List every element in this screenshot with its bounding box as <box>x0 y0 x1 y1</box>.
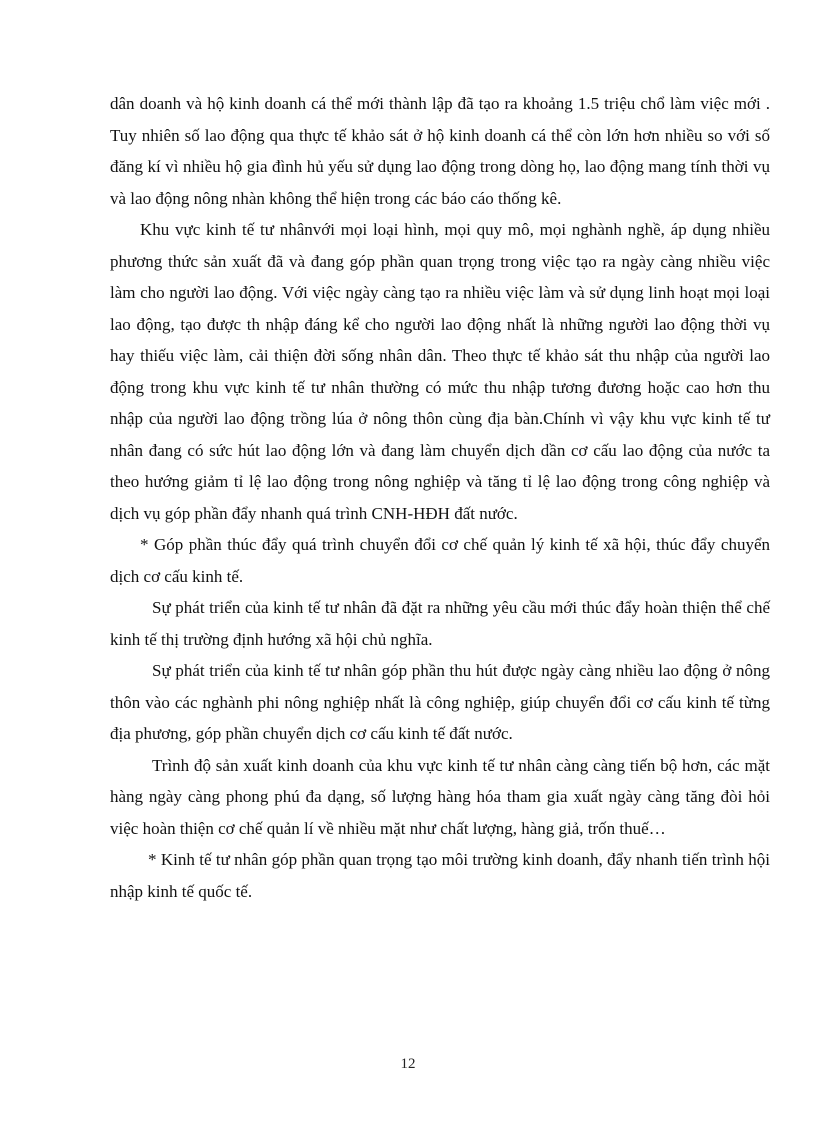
paragraph-rural-labor-shift: Sự phát triển của kinh tế tư nhân góp phần thu hút được ngày càng nhiều lao động ở nông thôn vào các nghành phi nông nghiệp nhất là công nghiệp, giúp chuyển đổi cơ cấu kinh tế từng địa phương, góp phần chuyển dịch cơ cấu kinh tế đất nước. <box>110 661 770 743</box>
paragraph-market-institutions: Sự phát triển của kinh tế tư nhân đã đặt ra những yêu cầu mới thúc đẩy hoàn thiện thể chế kinh tế thị trường định hướng xã hội chủ nghĩa. <box>110 598 770 649</box>
paragraph-labor-survey: dân doanh và hộ kinh doanh cá thể mới thành lập đã tạo ra khoảng 1.5 triệu chổ làm việc mới . Tuy nhiên số lao động qua thực tế khảo sát ở hộ kinh doanh cá thể còn lớn hơn nhiều so với số đăng kí vì nhiều hộ gia đình hủ yếu sử dụng lao động trong dòng họ, lao động mang tính thời vụ và lao động nông nhàn không thể hiện trong các báo cáo thống kê. <box>110 94 770 208</box>
document-page-body <box>110 88 770 907</box>
page-number: 12 <box>400 1056 416 1072</box>
paragraph-private-sector-employment: Khu vực kinh tế tư nhânvới mọi loại hình, mọi quy mô, mọi nghành nghề, áp dụng nhiều phương thức sản xuất đã và đang góp phần quan trọng trong việc tạo ra ngày càng nhiều việc làm cho người lao động. Với việc ngày càng tạo ra nhiều việc làm và sử dụng linh hoạt mọi loại lao động, tạo được th nhập đáng kể cho người lao động nhất là những người lao động thời vụ hay thiếu việc làm, cải thiện đời sống nhân dân. Theo thực tế khảo sát thu nhập của người lao động trong khu vực kinh tế tư nhân thường có mức thu nhập tương đương hoặc cao hơn thu nhập của người lao động trồng lúa ở nông thôn cùng địa bàn.Chính vì vậy khu vực kinh tế tư nhân đang có sức hút lao động lớn và đang làm chuyển dịch dần cơ cấu lao động của nước ta theo hướng giảm tỉ lệ lao động trong nông nghiệp và tăng tỉ lệ lao động trong công nghiệp và dịch vụ góp phần đẩy nhanh quá trình CNH-HĐH đất nước. <box>110 220 770 523</box>
paragraph-production-level: Trình độ sản xuất kinh doanh của khu vực kinh tế tư nhân càng càng tiến bộ hơn, các mặt hàng ngày càng phong phú đa dạng, số lượng hàng hóa tham gia xuất ngày càng tăng đòi hỏi việc hoàn thiện cơ chế quản lí về nhiều mặt như chất lượng, hàng giả, trốn thuế… <box>110 755 770 838</box>
paragraph-bullet-business-environment: * Kinh tế tư nhân góp phần quan trọng tạo môi trường kinh doanh, đẩy nhanh tiến trình hội nhập kinh tế quốc tế. <box>110 850 770 901</box>
paragraph-bullet-economic-mechanism: * Góp phần thúc đẩy quá trình chuyển đổi cơ chế quản lý kinh tế xã hội, thúc đẩy chuyển dịch cơ cấu kinh tế. <box>110 535 770 586</box>
